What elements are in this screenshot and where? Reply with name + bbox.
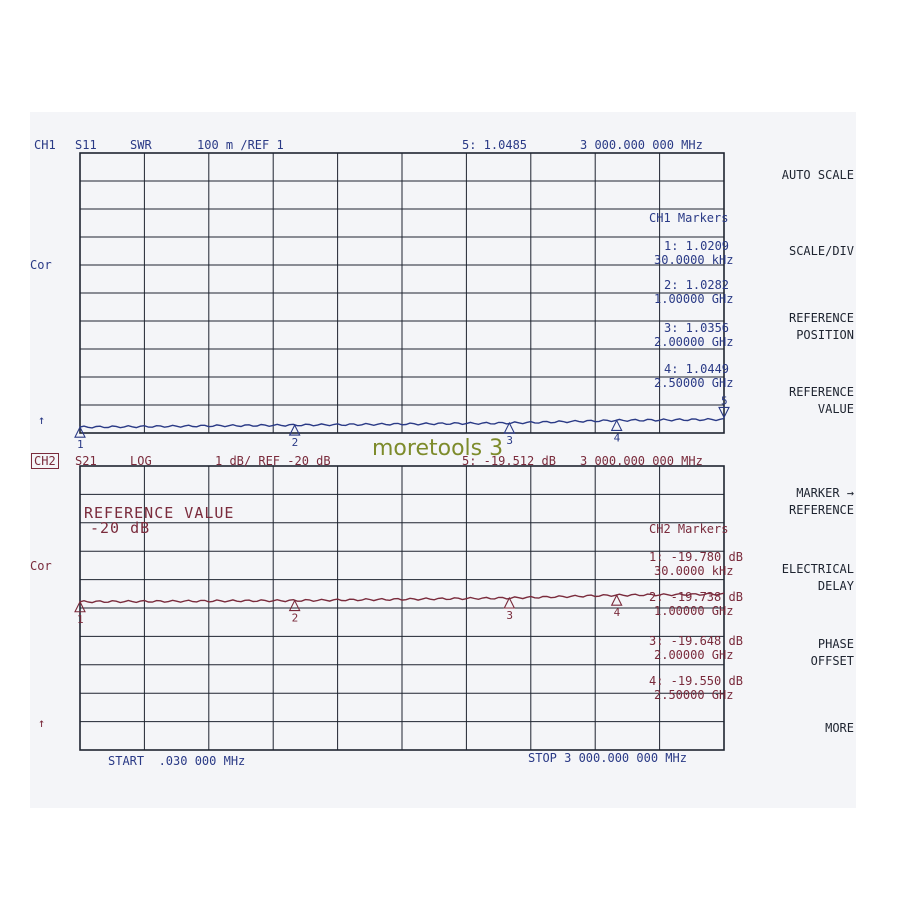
softkey-electrical-delay-line1: ELECTRICAL	[781, 562, 854, 576]
ch1-scale: 100 m /REF 1	[197, 138, 284, 152]
ch1-param: S11	[75, 138, 97, 152]
ch2-marker-3-triangle	[504, 598, 514, 608]
watermark-text: moretools 3	[372, 436, 504, 461]
ch1-marker-3-freq: 2.00000 GHz	[654, 335, 734, 349]
ch2-reference-note-value: -20 dB	[90, 519, 151, 537]
softkey-electrical-delay-line2: DELAY	[817, 579, 854, 593]
ch2-cor-label: Cor	[30, 559, 52, 573]
ch1-marker-1-value: 1: 1.0209	[664, 239, 730, 253]
ch2-marker-2-number: 2	[291, 611, 299, 625]
sweep-stop-label: STOP 3 000.000 000 MHz	[528, 751, 687, 765]
ch2-marker-3-value: 3: -19.648 dB	[649, 634, 743, 648]
ch1-marker-4-value: 4: 1.0449	[664, 362, 730, 376]
ch1-marker-5-number: 5	[721, 394, 728, 408]
ch1-marker-4-freq: 2.50000 GHz	[654, 376, 734, 390]
ch1-marker-1-freq: 30.0000 kHz	[654, 253, 734, 267]
ch1-marker-3-value: 3: 1.0356	[664, 321, 730, 335]
softkey-phase-offset[interactable]	[811, 636, 854, 670]
ch2-label-box	[31, 454, 59, 468]
softkey-reference-position-line1: REFERENCE	[788, 311, 854, 325]
softkey-reference-value-line1: REFERENCE	[788, 385, 854, 399]
ch1-markers-title: CH1 Markers	[649, 211, 729, 225]
ch1-marker-2-freq: 1.00000 GHz	[654, 292, 734, 306]
ch2-active-marker: 5: -19.512 dB	[462, 454, 556, 468]
ch2-label: CH2	[31, 453, 59, 469]
ch2-marker-4-value: 4: -19.550 dB	[649, 674, 743, 688]
ch2-markers-title: CH2 Markers	[649, 522, 729, 536]
ch1-marker-3-number: 3	[506, 434, 513, 448]
ch1-marker-1-number: 1	[77, 438, 84, 452]
softkey-more-line1: MORE	[825, 721, 854, 735]
ch2-scale: 1 dB/ REF -20 dB	[215, 454, 331, 468]
ch2-ref-arrow: ↑	[38, 716, 46, 730]
softkey-auto-scale-line1: AUTO SCALE	[781, 168, 854, 182]
ch2-active-freq: 3 000.000 000 MHz	[580, 454, 703, 468]
softkey-reference-position-line2: POSITION	[796, 328, 854, 342]
ch1-marker-4-number: 4	[613, 431, 621, 445]
ch1-marker-2-number: 2	[291, 436, 299, 450]
softkey-marker-to-reference-line1: MARKER →	[796, 486, 854, 500]
ch2-marker-4-freq: 2.50000 GHz	[654, 688, 734, 702]
ch2-marker-4-number: 4	[613, 606, 621, 620]
ch2-marker-3-number: 3	[506, 609, 513, 623]
ch2-marker-1-value: 1: -19.780 dB	[649, 550, 743, 564]
softkey-electrical-delay[interactable]	[782, 561, 854, 595]
ch2-marker-3-freq: 2.00000 GHz	[654, 648, 734, 662]
softkey-reference-value-line2: VALUE	[817, 402, 854, 416]
ch1-marker-4-triangle	[612, 420, 622, 430]
ch1-label: CH1	[34, 138, 56, 152]
softkey-marker-to-reference[interactable]	[789, 485, 854, 519]
softkey-reference-position[interactable]	[789, 310, 854, 344]
softkey-phase-offset-line2: OFFSET	[810, 654, 854, 668]
ch2-marker-2-freq: 1.00000 GHz	[654, 604, 734, 618]
softkey-phase-offset-line1: PHASE	[817, 637, 854, 651]
softkey-scale-div-line1: SCALE/DIV	[788, 244, 854, 258]
ch2-marker-1-freq: 30.0000 kHz	[654, 564, 734, 578]
sweep-start-label: START .030 000 MHz	[108, 754, 246, 768]
ch2-param: S21	[75, 454, 97, 468]
ch1-marker-2-value: 2: 1.0282	[664, 278, 730, 292]
softkey-marker-to-reference-line2: REFERENCE	[788, 503, 854, 517]
ch2-marker-4-triangle	[612, 595, 622, 605]
ch1-format: SWR	[130, 138, 152, 152]
ch1-active-freq: 3 000.000 000 MHz	[580, 138, 703, 152]
ch2-marker-2-value: 2: -19.738 dB	[649, 590, 743, 604]
ch1-ref-arrow: ↑	[38, 413, 46, 427]
softkey-scale-div[interactable]	[789, 243, 854, 260]
ch2-marker-1-number: 1	[77, 612, 84, 626]
ch1-cor-label: Cor	[30, 258, 52, 272]
softkey-more[interactable]	[825, 720, 854, 737]
softkey-auto-scale[interactable]	[782, 167, 854, 184]
ch2-marker-2-triangle	[290, 601, 300, 611]
softkey-reference-value[interactable]	[789, 384, 854, 418]
ch1-active-marker: 5: 1.0485	[462, 138, 528, 152]
ch2-reference-note-title: REFERENCE VALUE	[84, 504, 235, 522]
ch1-marker-3-triangle	[504, 423, 514, 433]
ch2-format: LOG	[130, 454, 152, 468]
